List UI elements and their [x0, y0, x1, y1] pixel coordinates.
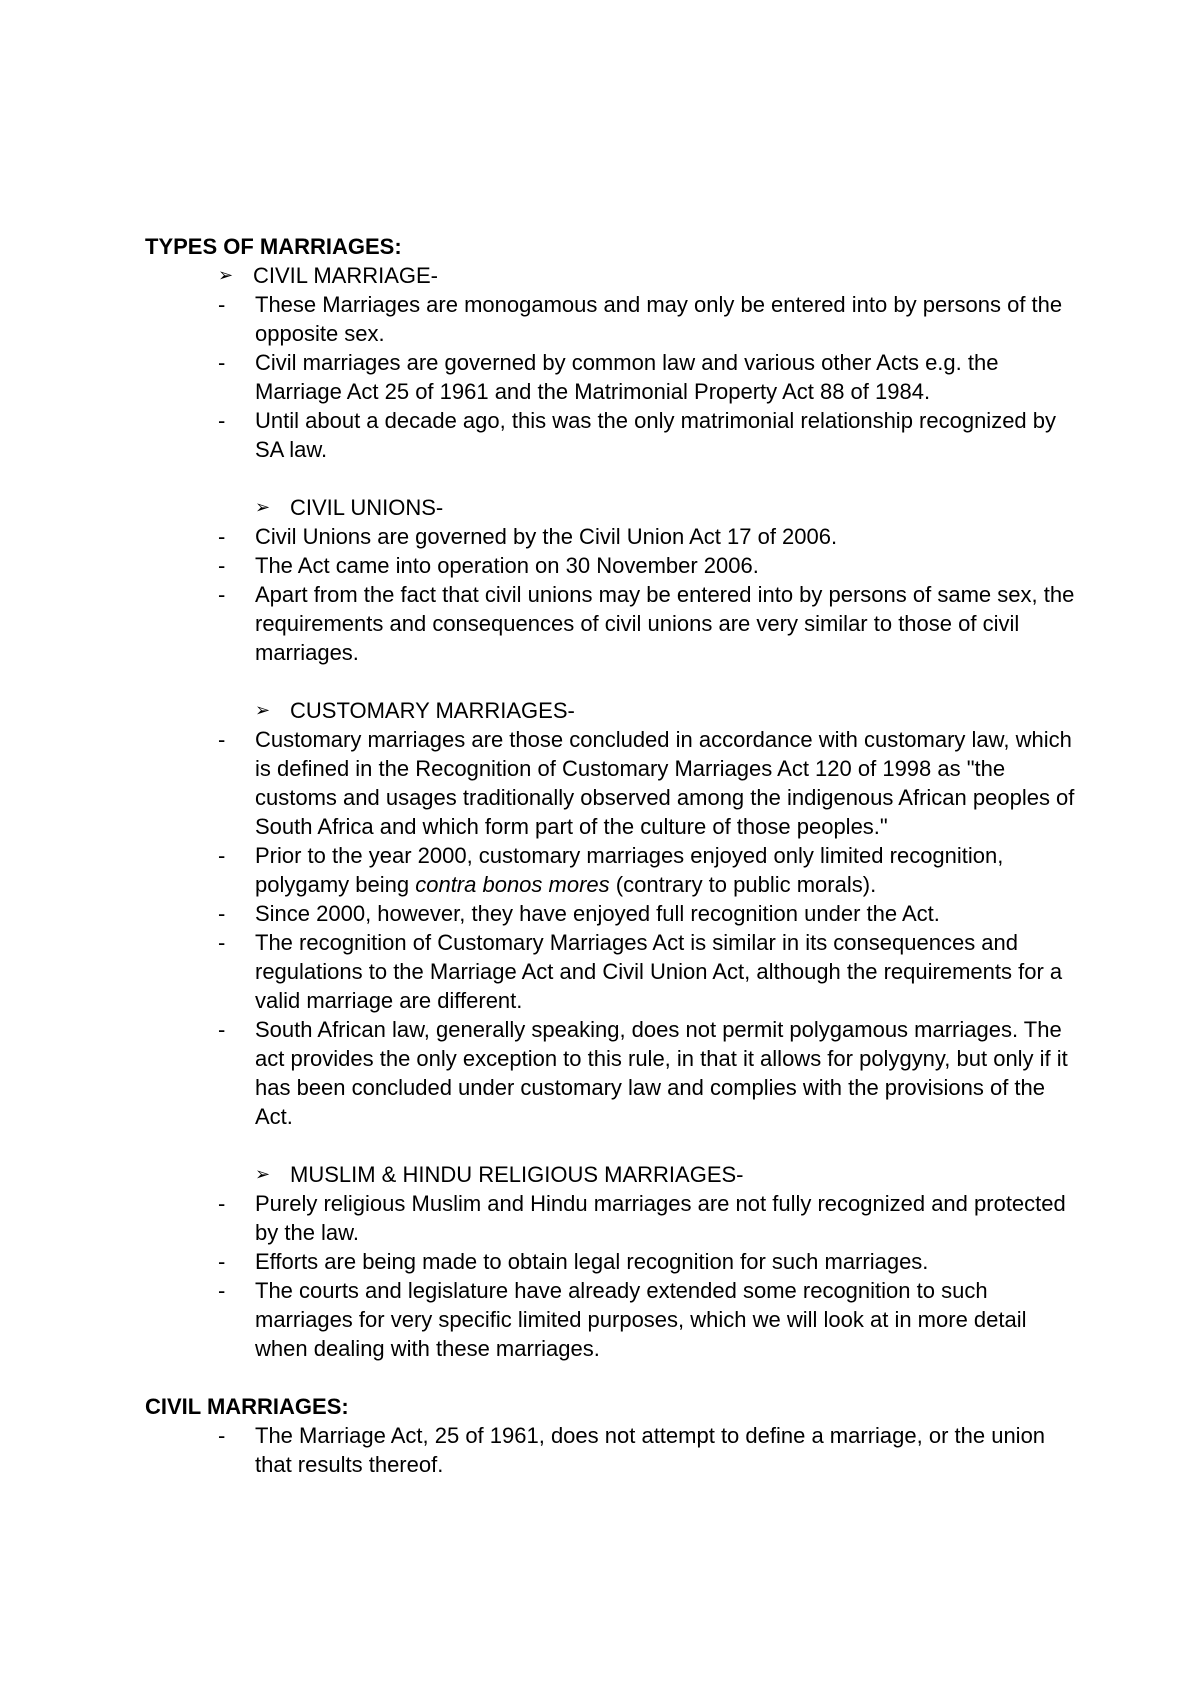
arrow-bullet-icon: ➢ — [255, 1164, 271, 1184]
religious-marriages-list — [145, 1189, 1075, 1363]
subheading-religious-marriages — [145, 1160, 1075, 1189]
list-item-text: Civil marriages are governed by common law and various other Acts e.g. the Marriage Act 25 of 1961 and the Matrimonial Property Act 88 of 1984. — [255, 350, 999, 404]
subheading-label: CUSTOMARY MARRIAGES- — [290, 698, 575, 723]
list-item-text: Apart from the fact that civil unions may be entered into by persons of same sex, the requirements and consequences of civil unions are very similar to those of civil marriages. — [255, 582, 1075, 665]
subheading-customary-marriages — [145, 696, 1075, 725]
list-item-text: Customary marriages are those concluded in accordance with customary law, which is defined in the Recognition of Customary Marriages Act 120 of 1998 as "the customs and usages traditionally observed among the indigenous African peoples of South Africa and which form part of the culture of those peoples." — [255, 727, 1075, 839]
dash-bullet: - — [218, 901, 226, 926]
list-item — [145, 1189, 1075, 1247]
civil-marriage-list — [145, 290, 1075, 464]
list-item-text: The recognition of Customary Marriages Act is similar in its consequences and regulations to the Marriage Act and Civil Union Act, although the requirements for a valid marriage are different. — [255, 930, 1063, 1013]
customary-marriages-list — [145, 725, 1075, 1131]
dash-bullet: - — [218, 930, 226, 955]
list-item-text: Until about a decade ago, this was the only matrimonial relationship recognized by SA law. — [255, 408, 1057, 462]
list-item — [145, 928, 1075, 1015]
list-item-text: The Marriage Act, 25 of 1961, does not attempt to define a marriage, or the union that results thereof. — [255, 1423, 1046, 1477]
list-item-text: The Act came into operation on 30 November 2006. — [255, 553, 759, 578]
dash-bullet: - — [218, 582, 226, 607]
dash-bullet: - — [218, 292, 226, 317]
spacer — [145, 1131, 1075, 1160]
civil-marriages-list — [145, 1421, 1075, 1479]
list-item — [145, 1276, 1075, 1363]
spacer — [145, 667, 1075, 696]
list-item — [145, 899, 1075, 928]
dash-bullet: - — [218, 1423, 226, 1448]
list-item — [145, 522, 1075, 551]
list-item — [145, 406, 1075, 464]
dash-bullet: - — [218, 553, 226, 578]
dash-bullet: - — [218, 408, 226, 433]
subheading-label: MUSLIM & HINDU RELIGIOUS MARRIAGES- — [290, 1162, 744, 1187]
list-item-text-after: (contrary to public morals). — [609, 872, 877, 897]
heading-civil-marriages: CIVIL MARRIAGES: — [145, 1394, 349, 1419]
spacer — [145, 464, 1075, 493]
list-item — [145, 580, 1075, 667]
list-item — [145, 1421, 1075, 1479]
list-item — [145, 1247, 1075, 1276]
dash-bullet: - — [218, 727, 226, 752]
latin-phrase: contra bonos mores — [415, 872, 610, 897]
list-item — [145, 348, 1075, 406]
civil-unions-list — [145, 522, 1075, 667]
subheading-civil-unions — [145, 493, 1075, 522]
list-item-text: Purely religious Muslim and Hindu marriages are not fully recognized and protected by the law. — [255, 1191, 1066, 1245]
list-item-text — [255, 843, 1003, 897]
list-item-text: The courts and legislature have already extended some recognition to such marriages for very specific limited purposes, which we will look at in more detail when dealing with these marriages. — [255, 1278, 1027, 1361]
list-item-text: Civil Unions are governed by the Civil Union Act 17 of 2006. — [255, 524, 838, 549]
arrow-bullet-icon: ➢ — [255, 497, 271, 517]
list-item-text: Efforts are being made to obtain legal recognition for such marriages. — [255, 1249, 929, 1274]
subheading-label: CIVIL MARRIAGE- — [253, 263, 438, 288]
dash-bullet: - — [218, 1278, 226, 1303]
list-item — [145, 841, 1075, 899]
list-item — [145, 551, 1075, 580]
arrow-bullet-icon: ➢ — [255, 700, 271, 720]
list-item — [145, 725, 1075, 841]
arrow-bullet-icon: ➢ — [218, 265, 234, 285]
list-item-text: These Marriages are monogamous and may only be entered into by persons of the opposite sex. — [255, 292, 1063, 346]
list-item-text: Since 2000, however, they have enjoyed full recognition under the Act. — [255, 901, 940, 926]
dash-bullet: - — [218, 843, 226, 868]
dash-bullet: - — [218, 1017, 226, 1042]
list-item-text-before: Prior to the year 2000, customary marriages enjoyed only limited recognition, polygamy being — [255, 843, 1004, 897]
subheading-civil-marriage — [145, 261, 1075, 290]
document-body — [145, 232, 1075, 1479]
dash-bullet: - — [218, 524, 226, 549]
dash-bullet: - — [218, 1249, 226, 1274]
dash-bullet: - — [218, 350, 226, 375]
list-item — [145, 1015, 1075, 1131]
list-item-text: South African law, generally speaking, does not permit polygamous marriages. The act provides the only exception to this rule, in that it allows for polygyny, but only if it has been concluded under customary law and complies with the provisions of the Act. — [255, 1017, 1068, 1129]
heading-types-of-marriages: TYPES OF MARRIAGES: — [145, 234, 402, 259]
spacer — [145, 1363, 1075, 1392]
dash-bullet: - — [218, 1191, 226, 1216]
subheading-label: CIVIL UNIONS- — [290, 495, 444, 520]
list-item — [145, 290, 1075, 348]
